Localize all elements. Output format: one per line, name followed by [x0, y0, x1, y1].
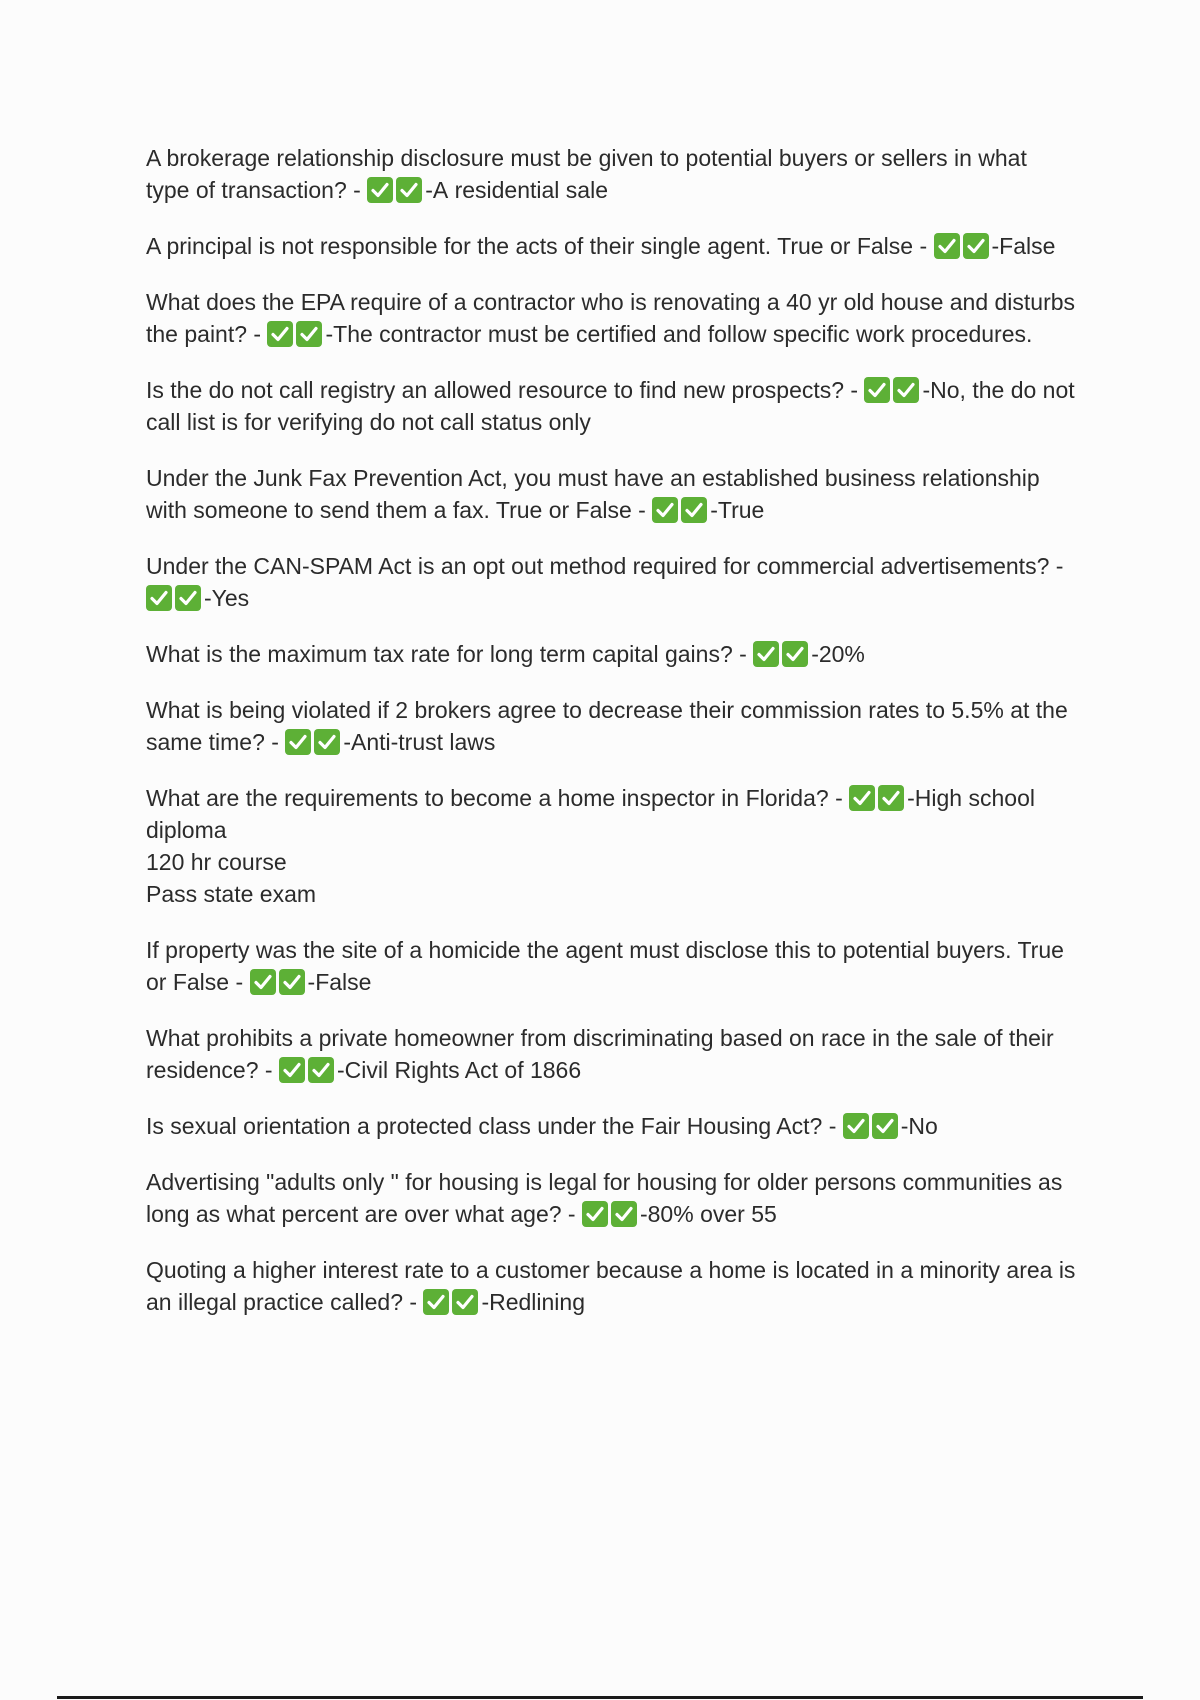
check-marks: -Redlining [423, 1286, 585, 1318]
qa-item [146, 374, 1082, 438]
answer-text: over 55 [693, 1201, 777, 1227]
check-mark-icon [963, 233, 989, 259]
check-marks: -True [652, 494, 764, 526]
qa-item [146, 782, 1076, 910]
qa-item [146, 462, 1076, 526]
check-mark-icon [396, 177, 422, 203]
question-text: What prohibits a private homeowner from discriminating based on race in the sale of their residence? - [146, 1025, 1061, 1083]
qa-item [146, 638, 1076, 670]
question-text: A brokerage relationship disclosure must be given to potential buyers or sellers in what type of transaction? - [146, 145, 1034, 203]
check-mark-icon [878, 785, 904, 811]
qa-item [146, 1254, 1082, 1318]
check-mark-icon [175, 585, 201, 611]
check-mark-icon [367, 177, 393, 203]
question-text: Under the CAN-SPAM Act is an opt out method required for commercial advertisements? - [146, 553, 1064, 579]
footer-rule [57, 1696, 1143, 1699]
qa-item [146, 286, 1082, 350]
answer-text: school diploma 120 hr course Pass state exam [146, 785, 1035, 907]
check-mark-icon [681, 497, 707, 523]
qa-item [146, 1166, 1076, 1230]
check-mark-icon [308, 1057, 334, 1083]
check-marks: -Anti-trust [285, 726, 443, 758]
answer-text: residential sale [448, 177, 608, 203]
qa-item [146, 230, 1076, 262]
check-mark-icon [849, 785, 875, 811]
check-mark-icon [864, 377, 890, 403]
check-marks: -The [267, 318, 372, 350]
qa-item [146, 934, 1076, 998]
check-marks: -No, [864, 374, 965, 406]
qa-item [146, 1110, 1076, 1142]
check-mark-icon [279, 969, 305, 995]
check-mark-icon [611, 1201, 637, 1227]
check-mark-icon [250, 969, 276, 995]
question-text: What is the maximum tax rate for long term capital gains? - [146, 641, 747, 667]
check-mark-icon [267, 321, 293, 347]
qa-item [146, 1022, 1076, 1086]
check-mark-icon [753, 641, 779, 667]
question-text: A principal is not responsible for the acts of their single agent. True or False - [146, 233, 928, 259]
qa-list [146, 142, 1082, 1342]
answer-text: the do not call list is for verifying do not call status only [146, 377, 1082, 435]
qa-item [146, 142, 1076, 206]
check-mark-icon [285, 729, 311, 755]
check-mark-icon [296, 321, 322, 347]
check-mark-icon [843, 1113, 869, 1139]
check-marks: -80% [582, 1198, 694, 1230]
question-text: What does the EPA require of a contractor who is renovating a 40 yr old house and disturbs the paint? - [146, 289, 1082, 347]
check-marks: -False [934, 230, 1056, 262]
check-mark-icon [452, 1289, 478, 1315]
question-text: What are the requirements to become a home inspector in Florida? - [146, 785, 843, 811]
check-marks: -20% [753, 638, 865, 670]
answer-text: laws [443, 729, 496, 755]
check-marks: -False [250, 966, 372, 998]
question-text: Quoting a higher interest rate to a customer because a home is located in a minority area is an illegal practice called? - [146, 1257, 1082, 1315]
question-text: Is sexual orientation a protected class under the Fair Housing Act? - [146, 1113, 837, 1139]
question-text: Under the Junk Fax Prevention Act, you must have an established business relationship with someone to send them a fax. True or False - [146, 465, 1047, 523]
qa-item [146, 550, 1076, 614]
check-marks: -No [843, 1110, 938, 1142]
check-mark-icon [872, 1113, 898, 1139]
check-marks: -Yes [146, 582, 249, 614]
check-marks: -High [849, 782, 962, 814]
check-mark-icon [652, 497, 678, 523]
check-marks: -Civil [279, 1054, 388, 1086]
question-text: If property was the site of a homicide the agent must disclose this to potential buyers. True or False - [146, 937, 1071, 995]
question-text: Advertising "adults only " for housing is legal for housing for older persons communities as long as what percent are over what age? - [146, 1169, 1069, 1227]
qa-item [146, 694, 1076, 758]
check-marks: -A [367, 174, 448, 206]
answer-text: contractor must be certified and follow specific work procedures. [372, 321, 1033, 347]
check-mark-icon [146, 585, 172, 611]
check-mark-icon [934, 233, 960, 259]
answer-text: Rights Act of 1866 [388, 1057, 582, 1083]
check-mark-icon [782, 641, 808, 667]
question-text: What is being violated if 2 brokers agree to decrease their commission rates to 5.5% at the same time? - [146, 697, 1075, 755]
check-mark-icon [893, 377, 919, 403]
check-mark-icon [314, 729, 340, 755]
check-mark-icon [582, 1201, 608, 1227]
check-mark-icon [423, 1289, 449, 1315]
check-mark-icon [279, 1057, 305, 1083]
question-text: Is the do not call registry an allowed resource to find new prospects? - [146, 377, 859, 403]
